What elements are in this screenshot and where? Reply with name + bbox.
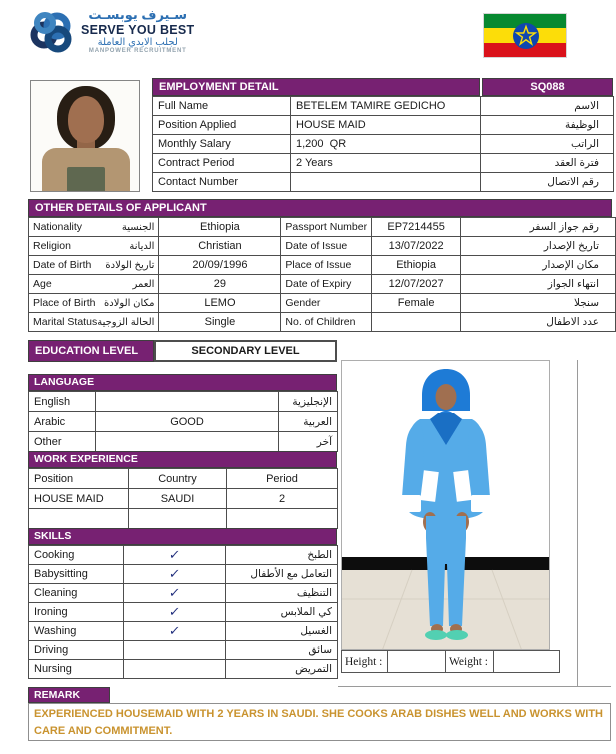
field-value: Female [372,294,461,313]
language-label-arabic: آخر [279,432,338,452]
skills-table [28,545,338,679]
language-label-arabic: العربية [279,412,338,432]
field-value: 29 [159,275,281,294]
employment-detail-table [152,96,614,192]
skill-label: Cleaning [29,584,124,603]
table-row [153,154,614,173]
skill-label-arabic: التعامل مع الأطفال [226,565,338,584]
applicant-portrait-photo [30,80,140,192]
field-label: Position Applied [153,116,291,135]
field-value: HOUSE MAID [291,116,481,135]
language-label: English [29,392,96,412]
applicant-fullbody-photo [341,360,550,650]
table-row [153,116,614,135]
experience-position: HOUSE MAID [29,489,129,509]
table-row [29,546,338,565]
field-value: 20/09/1996 [159,256,281,275]
skill-label: Cooking [29,546,124,565]
table-row [29,509,338,529]
table-row [29,641,338,660]
height-label: Height : [342,651,388,673]
field-label-arabic: مكان الإصدار [461,256,616,275]
language-label-arabic: الإنجليزية [279,392,338,412]
field-label-arabic: رقم جواز السفر [461,218,616,237]
field-label-arabic: فترة العقد [481,154,614,173]
field-value: 2 Years [291,154,481,173]
section-divider [338,686,611,687]
weight-label: Weight : [446,651,494,673]
fullbody-illustration [342,361,550,650]
table-row [29,489,338,509]
field-label: Religion الديانة [29,237,159,256]
skill-checkmark: ✓ [124,584,226,603]
table-row [153,135,614,154]
table-row [29,313,616,332]
logo-knot-icon [28,8,74,54]
field-value: BETELEM TAMIRE GEDICHO [291,97,481,116]
skill-checkmark: ✓ [124,622,226,641]
measurements-table [341,650,560,673]
language-label: Other [29,432,96,452]
education-level-value: SECONDARY LEVEL [154,340,337,362]
skill-checkmark: ✓ [124,603,226,622]
field-label: Monthly Salary [153,135,291,154]
language-level [96,432,279,452]
field-value: Ethiopia [372,256,461,275]
field-label: Contact Number [153,173,291,192]
other-details-table [28,217,616,332]
column-divider [577,360,578,687]
skill-label-arabic: سائق [226,641,338,660]
experience-position [29,509,129,529]
field-label: Date of Issue [281,237,372,256]
language-table [28,391,338,452]
table-row [342,651,560,673]
field-value: EP7214455 [372,218,461,237]
table-row [29,565,338,584]
field-value: Single [159,313,281,332]
field-value: Christian [159,237,281,256]
field-label-arabic: رقم الاتصال [481,173,614,192]
table-row [29,412,338,432]
field-label-arabic: الاسم [481,97,614,116]
employment-detail-header [152,78,613,96]
field-label: Marital Status الحالة الزوجية [29,313,159,332]
column-header: Position [29,469,129,489]
field-label: No. of Children [281,313,372,332]
table-row [29,392,338,412]
flag-star-emblem [511,21,541,51]
field-label: Date of Birth تاريخ الولادة [29,256,159,275]
table-row [29,237,616,256]
field-label: Gender [281,294,372,313]
table-row [29,622,338,641]
column-header: Country [129,469,227,489]
field-value [372,313,461,332]
field-value: 13/07/2022 [372,237,461,256]
field-value: 1,200 QR [291,135,481,154]
field-label: Place of Issue [281,256,372,275]
weight-value [494,651,560,673]
skill-label: Nursing [29,660,124,679]
field-label-arabic: تاريخ الإصدار [461,237,616,256]
experience-country: SAUDI [129,489,227,509]
table-row [29,275,616,294]
language-level: GOOD [96,412,279,432]
portrait-shirt-print [67,167,105,192]
logo-arabic-tagline: لجلب الايدي العاملة [97,36,178,48]
field-value: Ethiopia [159,218,281,237]
skill-checkmark: ✓ [124,565,226,584]
education-level-title: EDUCATION LEVEL [28,340,154,362]
field-label: Nationality الجنسية [29,218,159,237]
skill-label-arabic: التمريض [226,660,338,679]
experience-period [227,509,338,529]
column-header: Period [227,469,338,489]
remark-title: REMARK [28,687,110,703]
skill-label: Babysitting [29,565,124,584]
skill-label: Washing [29,622,124,641]
table-row [29,294,616,313]
language-label: Arabic [29,412,96,432]
field-label-arabic: الراتب [481,135,614,154]
table-row [29,660,338,679]
table-row [29,603,338,622]
field-value: 12/07/2027 [372,275,461,294]
skill-label-arabic: كي الملابس [226,603,338,622]
experience-period: 2 [227,489,338,509]
logo-title: SERVE YOU BEST [81,22,195,37]
skill-checkmark [124,660,226,679]
remark-text: EXPERIENCED HOUSEMAID WITH 2 YEARS IN SAUDI. SHE COOKS ARAB DISHES WELL AND WORKS WITH CARE AND COMMITMENT. [28,703,611,741]
field-label: Place of Birth مكان الولادة [29,294,159,313]
field-label-arabic: انتهاء الجواز [461,275,616,294]
portrait-face [68,96,104,143]
skills-title: SKILLS [28,528,337,545]
field-label-arabic: سنجلا [461,294,616,313]
table-row [29,432,338,452]
agency-logo [28,8,195,54]
field-label-arabic: عدد الاطفال [461,313,616,332]
field-value: LEMO [159,294,281,313]
field-value [291,173,481,192]
table-row [153,97,614,116]
logo-subtitle: MANPOWER RECRUITMENT [88,47,187,54]
table-row [153,173,614,192]
table-header-row [29,469,338,489]
experience-country [129,509,227,529]
skill-label: Ironing [29,603,124,622]
skill-label-arabic: التنظيف [226,584,338,603]
skill-label-arabic: الغسيل [226,622,338,641]
work-experience-title: WORK EXPERIENCE [28,451,337,468]
field-label: Age العمر [29,275,159,294]
skill-checkmark: ✓ [124,546,226,565]
skill-checkmark [124,641,226,660]
table-row [29,256,616,275]
work-experience-table [28,468,338,529]
height-value [388,651,446,673]
table-row [29,218,616,237]
field-label: Date of Expiry [281,275,372,294]
skill-label: Driving [29,641,124,660]
field-label: Passport Number [281,218,372,237]
language-level [96,392,279,412]
logo-arabic-name: سـيرف يوبسـت [88,7,188,22]
field-label-arabic: الوظيفة [481,116,614,135]
field-label: Contract Period [153,154,291,173]
skill-label-arabic: الطبخ [226,546,338,565]
reference-code: SQ088 [482,78,613,96]
field-label: Full Name [153,97,291,116]
employment-detail-title: EMPLOYMENT DETAIL [152,78,480,96]
ethiopia-flag-icon [483,13,567,58]
language-title: LANGUAGE [28,374,337,391]
table-row [29,584,338,603]
other-details-title: OTHER DETAILS OF APPLICANT [28,199,612,217]
